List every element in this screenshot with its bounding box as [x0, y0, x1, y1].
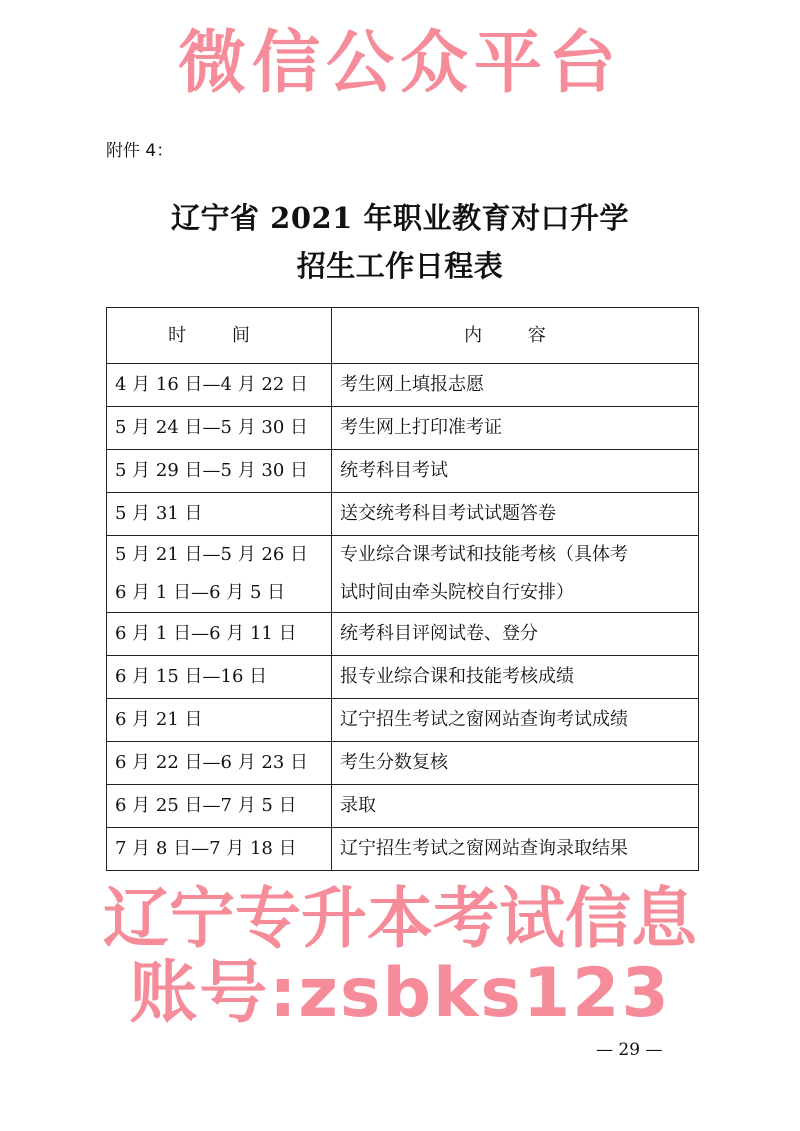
- cell-text: 统考科目评阅试卷、登分: [340, 623, 538, 644]
- cell-text: 考生网上填报志愿: [340, 374, 484, 395]
- content-cell: [332, 656, 699, 699]
- table-row: [107, 613, 699, 656]
- cell-text: 5 月 31 日: [115, 503, 203, 524]
- cell-text: 送交统考科目考试试题答卷: [340, 503, 556, 524]
- cell-text: 5 月 29 日—5 月 30 日: [115, 460, 309, 481]
- cell-text: 专业综合课考试和技能考核（具体考: [340, 544, 628, 565]
- document-title: 辽宁省 2021 年职业教育对口升学: [171, 201, 629, 235]
- cell-text: 6 月 21 日: [115, 709, 203, 730]
- table-row: [107, 493, 699, 536]
- time-cell: [107, 613, 332, 656]
- cell-text: 7 月 8 日—7 月 18 日: [115, 838, 297, 859]
- content-cell: [332, 493, 699, 536]
- time-cell: [107, 828, 332, 871]
- cell-text: 辽宁招生考试之窗网站查询录取结果: [340, 838, 628, 859]
- cell-text: 辽宁招生考试之窗网站查询考试成绩: [340, 709, 628, 730]
- watermark-line: 辽宁专升本考试信息: [103, 880, 697, 957]
- cell-text: 6 月 1 日—6 月 5 日: [115, 582, 286, 603]
- content-cell: [332, 536, 699, 613]
- table-header-row: [107, 308, 699, 364]
- table-row: [107, 536, 699, 613]
- time-cell: [107, 493, 332, 536]
- table-row: [107, 828, 699, 871]
- time-cell: [107, 536, 332, 613]
- cell-text: 5 月 24 日—5 月 30 日: [115, 417, 309, 438]
- content-cell: [332, 407, 699, 450]
- attachment-label: 附件 4：: [106, 141, 174, 161]
- time-cell: [107, 785, 332, 828]
- table-row: [107, 699, 699, 742]
- table-row: [107, 656, 699, 699]
- time-cell: [107, 364, 332, 407]
- cell-text: 试时间由牵头院校自行安排）: [340, 582, 574, 603]
- cell-text: 6 月 25 日—7 月 5 日: [115, 795, 297, 816]
- content-cell: [332, 613, 699, 656]
- cell-text: 5 月 21 日—5 月 26 日: [115, 544, 309, 565]
- content-cell: [332, 742, 699, 785]
- table-row: [107, 785, 699, 828]
- cell-text: 6 月 15 日—16 日: [115, 666, 268, 687]
- watermark-line: 微信公众平台: [177, 24, 622, 103]
- cell-text: 考生分数复核: [340, 752, 448, 773]
- time-cell: [107, 407, 332, 450]
- watermark-line: 账号:zsbks123: [129, 954, 671, 1033]
- time-cell: [107, 699, 332, 742]
- schedule-table: [106, 307, 699, 871]
- table-row: [107, 407, 699, 450]
- time-cell: [107, 656, 332, 699]
- cell-text: 4 月 16 日—4 月 22 日: [115, 374, 309, 395]
- header-content: 内 容: [332, 308, 699, 364]
- cell-text: 6 月 22 日—6 月 23 日: [115, 752, 309, 773]
- table-row: [107, 364, 699, 407]
- content-cell: [332, 364, 699, 407]
- table-row: [107, 450, 699, 493]
- table-row: [107, 742, 699, 785]
- content-cell: [332, 785, 699, 828]
- content-cell: [332, 699, 699, 742]
- cell-text: 6 月 1 日—6 月 11 日: [115, 623, 297, 644]
- content-cell: [332, 450, 699, 493]
- time-cell: [107, 742, 332, 785]
- cell-text: 统考科目考试: [340, 460, 448, 481]
- cell-text: 报专业综合课和技能考核成绩: [340, 666, 574, 687]
- content-cell: [332, 828, 699, 871]
- time-cell: [107, 450, 332, 493]
- cell-text: 录取: [340, 795, 376, 816]
- document-subtitle: 招生工作日程表: [296, 249, 504, 283]
- cell-text: 考生网上打印准考证: [340, 417, 502, 438]
- page-number: — 29 —: [596, 1040, 663, 1060]
- header-time: 时 间: [107, 308, 332, 364]
